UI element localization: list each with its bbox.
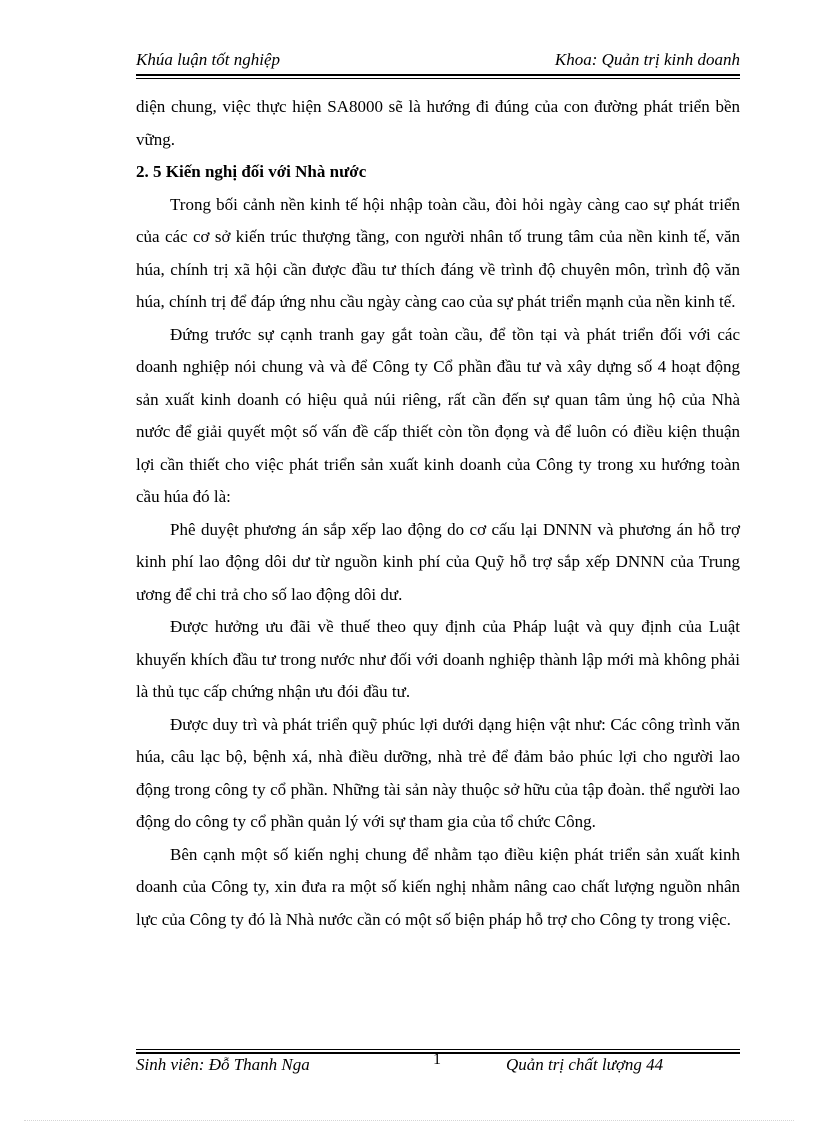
paragraph: Trong bối cảnh nền kinh tế hội nhập toàn cầu, đòi hỏi ngày càng cao sự phát triển của các cơ sở kiến trúc thượng tầng, con người nhân tố trung tâm của nền kinh tế, văn húa, chính trị xã hội cần được đầu tư thích đáng về trình độ chuyên môn, trình độ văn húa, chính trị để đáp ứng nhu cầu ngày càng cao của sự phát triển mạnh của nền kinh tế. xyxy=(136,194,740,311)
page-edge-marker xyxy=(24,1120,794,1121)
paragraph: Phê duyệt phương án sắp xếp lao động do cơ cấu lại DNNN và phương án hỗ trợ kinh phí lao động dôi dư từ nguồn kinh phí của Quỹ hỗ trợ sắp xếp DNNN của Trung ương để chi trả cho số lao động dôi dư. xyxy=(136,519,740,604)
paragraph: Đứng trước sự cạnh tranh gay gắt toàn cầu, để tồn tại và phát triển đối với các doanh nghiệp nói chung và và để Công ty Cổ phần đầu tư và xây dựng số 4 hoạt động sản xuất kinh doanh có hiệu quả núi riêng, rất cần đến sự quan tâm ủng hộ của Nhà nước để giải quyết một số vấn đề cấp thiết còn tồn đọng và để luôn có điều kiện thuận lợi cần thiết cho việc phát triển sản xuất kinh doanh của Công ty trong xu hướng toàn cầu húa đó là: xyxy=(136,324,740,506)
document-body xyxy=(136,91,740,936)
page-footer xyxy=(136,1053,740,1079)
paragraph-continuation: diện chung, việc thực hiện SA8000 sẽ là hướng đi đúng của con đường phát triển bền vững. xyxy=(136,97,740,149)
section-heading: 2. 5 Kiến nghị đối với Nhà nước xyxy=(136,162,367,181)
footer-divider-thin xyxy=(136,1049,740,1050)
paragraph: Bên cạnh một số kiến nghị chung để nhằm tạo điều kiện phát triển sản xuất kinh doanh của Công ty, xin đưa ra một số kiến nghị nhằm nâng cao chất lượng nguồn nhân lực của Công ty đó là Nhà nước cần có một số biện pháp hỗ trợ cho Công ty trong việc. xyxy=(136,844,740,929)
paragraph: Được duy trì và phát triển quỹ phúc lợi dưới dạng hiện vật như: Các công trình văn húa, câu lạc bộ, bệnh xá, nhà điều dưỡng, nhà trẻ để đảm bảo phúc lợi cho người lao động trong công ty cổ phần. Những tài sản này thuộc sở hữu của tập đoàn. thể người lao động do công ty cổ phần quản lý với sự tham gia của tổ chức Công. xyxy=(136,714,740,831)
page-number: 1 xyxy=(433,1051,441,1068)
footer-class-name: Quản trị chất lượng 44 xyxy=(506,1055,664,1074)
header-divider-thin xyxy=(136,78,740,79)
header-divider xyxy=(136,74,740,76)
header-thesis-title: Khúa luận tốt nghiệp xyxy=(136,50,281,69)
footer-student-name: Sinh viên: Đỗ Thanh Nga xyxy=(136,1055,310,1074)
header-faculty: Khoa: Quản trị kinh doanh xyxy=(554,50,740,69)
paragraph: Được hưởng ưu đãi về thuế theo quy định của Pháp luật và quy định của Luật khuyến khích đầu tư trong nước như đối với doanh nghiệp thành lập mới mà không phải là thủ tục cấp chứng nhận ưu đói đầu tư. xyxy=(136,617,740,701)
page-header xyxy=(136,48,740,72)
